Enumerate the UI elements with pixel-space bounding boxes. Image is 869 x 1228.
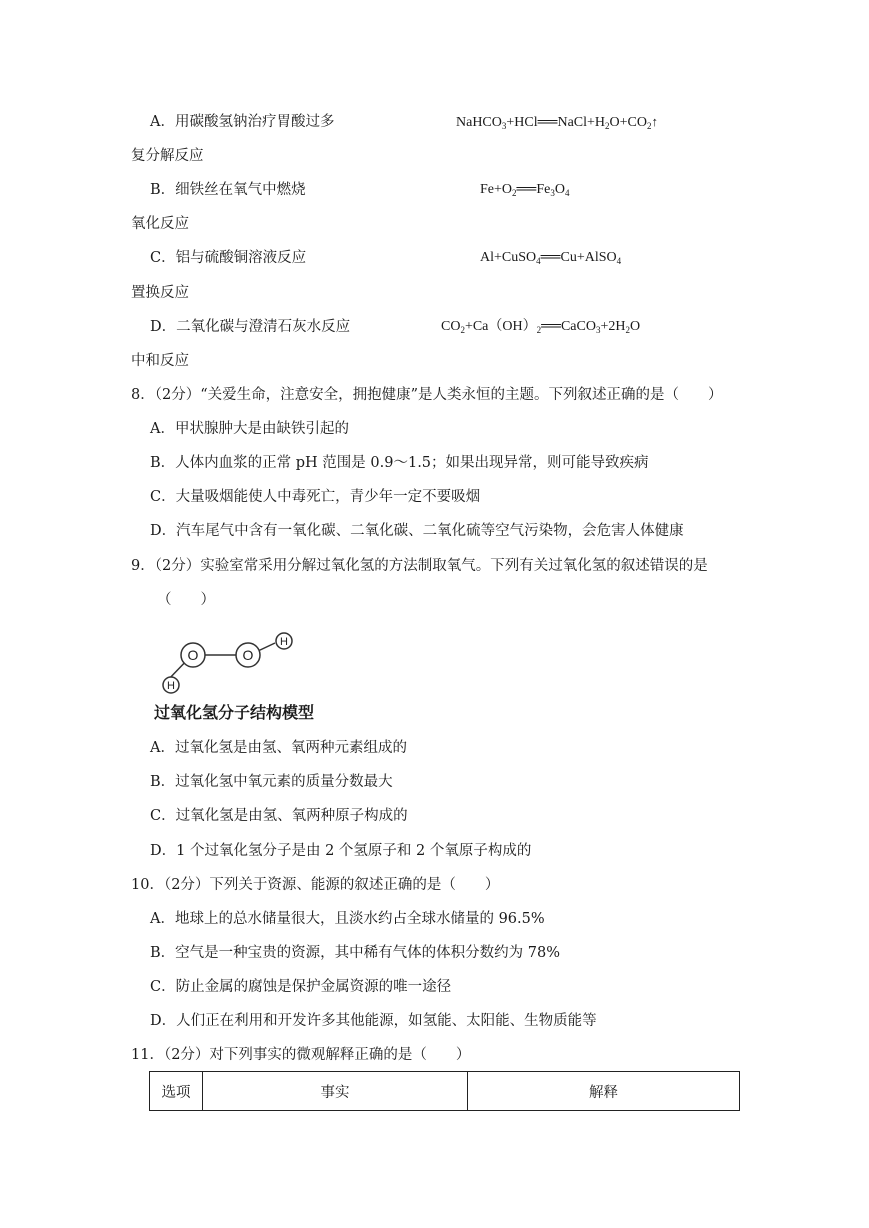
diagram-caption: 过氧化氢分子结构模型 [154, 703, 315, 722]
q7-option-d: D．二氧化碳与澄清石灰水反应 [150, 319, 351, 335]
q9-option-c: C．过氧化氢是由氢、氧两种原子构成的 [150, 808, 408, 824]
q10-stem: 10．（2分）下列关于资源、能源的叙述正确的是（ ） [131, 877, 500, 893]
q8-option-d: D．汽车尾气中含有一氧化碳、二氧化碳、二氧化硫等空气污染物，会危害人体健康 [150, 523, 684, 539]
q8-option-b: B．人体内血浆的正常 pH 范围是 0.9～1.5；如果出现异常，则可能导致疾病 [150, 455, 649, 471]
q7-option-c-type: 置换反应 [131, 285, 189, 301]
oxygen-label-2: O [242, 647, 254, 663]
header-option: 选项 [150, 1072, 203, 1111]
oxygen-label-1: O [187, 647, 199, 663]
q7-option-a-equation: $NaHCO_3+HCl══NaCl+H_2O+CO_2↑$ [456, 114, 658, 131]
q9-option-b: B．过氧化氢中氧元素的质量分数最大 [150, 774, 393, 790]
q7-option-d-type: 中和反应 [131, 353, 189, 369]
q8-option-a: A．甲状腺肿大是由缺铁引起的 [150, 421, 349, 437]
q10-option-c: C．防止金属的腐蚀是保护金属资源的唯一途径 [150, 979, 452, 995]
q7-option-a-type: 复分解反应 [131, 148, 204, 164]
q7-option-c-equation: Al+CuSO$_4$══Cu+AlSO$_4$ [480, 250, 622, 266]
q7-option-c: C．铝与硫酸铜溶液反应 [150, 250, 307, 266]
q9-option-d: D．1 个过氧化氢分子是由 2 个氢原子和 2 个氧原子构成的 [150, 843, 532, 859]
hydrogen-label-1: H [280, 636, 288, 648]
q8-stem: 8．（2分）“关爱生命，注意安全，拥抱健康”是人类永恒的主题。下列叙述正确的是（ ） [131, 387, 723, 403]
q7-option-b-equation: $Fe+O_2══Fe_3O_4$ [480, 182, 570, 198]
q7-option-a: A．用碳酸氢钠治疗胃酸过多 [150, 114, 335, 130]
q11-stem: 11．（2分）对下列事实的微观解释正确的是（ ） [131, 1047, 471, 1063]
q9-option-a: A．过氧化氢是由氢、氧两种元素组成的 [150, 740, 407, 756]
table-header-row [150, 1072, 740, 1111]
hydrogen-label-2: H [167, 680, 175, 692]
q9-stem-continued: （ ） [157, 592, 215, 608]
q9-stem: 9．（2分）实验室常采用分解过氧化氢的方法制取氧气。下列有关过氧化氢的叙述错误的是 [131, 558, 708, 574]
q8-option-c: C．大量吸烟能使人中毒死亡，青少年一定不要吸烟 [150, 489, 481, 505]
q11-table [149, 1071, 740, 1111]
q7-option-b: B．细铁丝在氧气中燃烧 [150, 182, 306, 198]
header-explanation: 解释 [468, 1072, 740, 1111]
q7-option-d-equation: $CO_2+Ca(OH)_2══CaCO_3+2H_2O$ [441, 319, 641, 335]
q10-option-b: B．空气是一种宝贵的资源，其中稀有气体的体积分数约为 78% [150, 945, 560, 961]
q7-option-b-type: 氧化反应 [131, 216, 189, 232]
header-fact: 事实 [203, 1072, 468, 1111]
q10-option-d: D．人们正在利用和开发许多其他能源，如氢能、太阳能、生物质能等 [150, 1013, 597, 1029]
q10-option-a: A．地球上的总水储量很大，且淡水约占全球水储量的 96.5% [150, 911, 545, 927]
